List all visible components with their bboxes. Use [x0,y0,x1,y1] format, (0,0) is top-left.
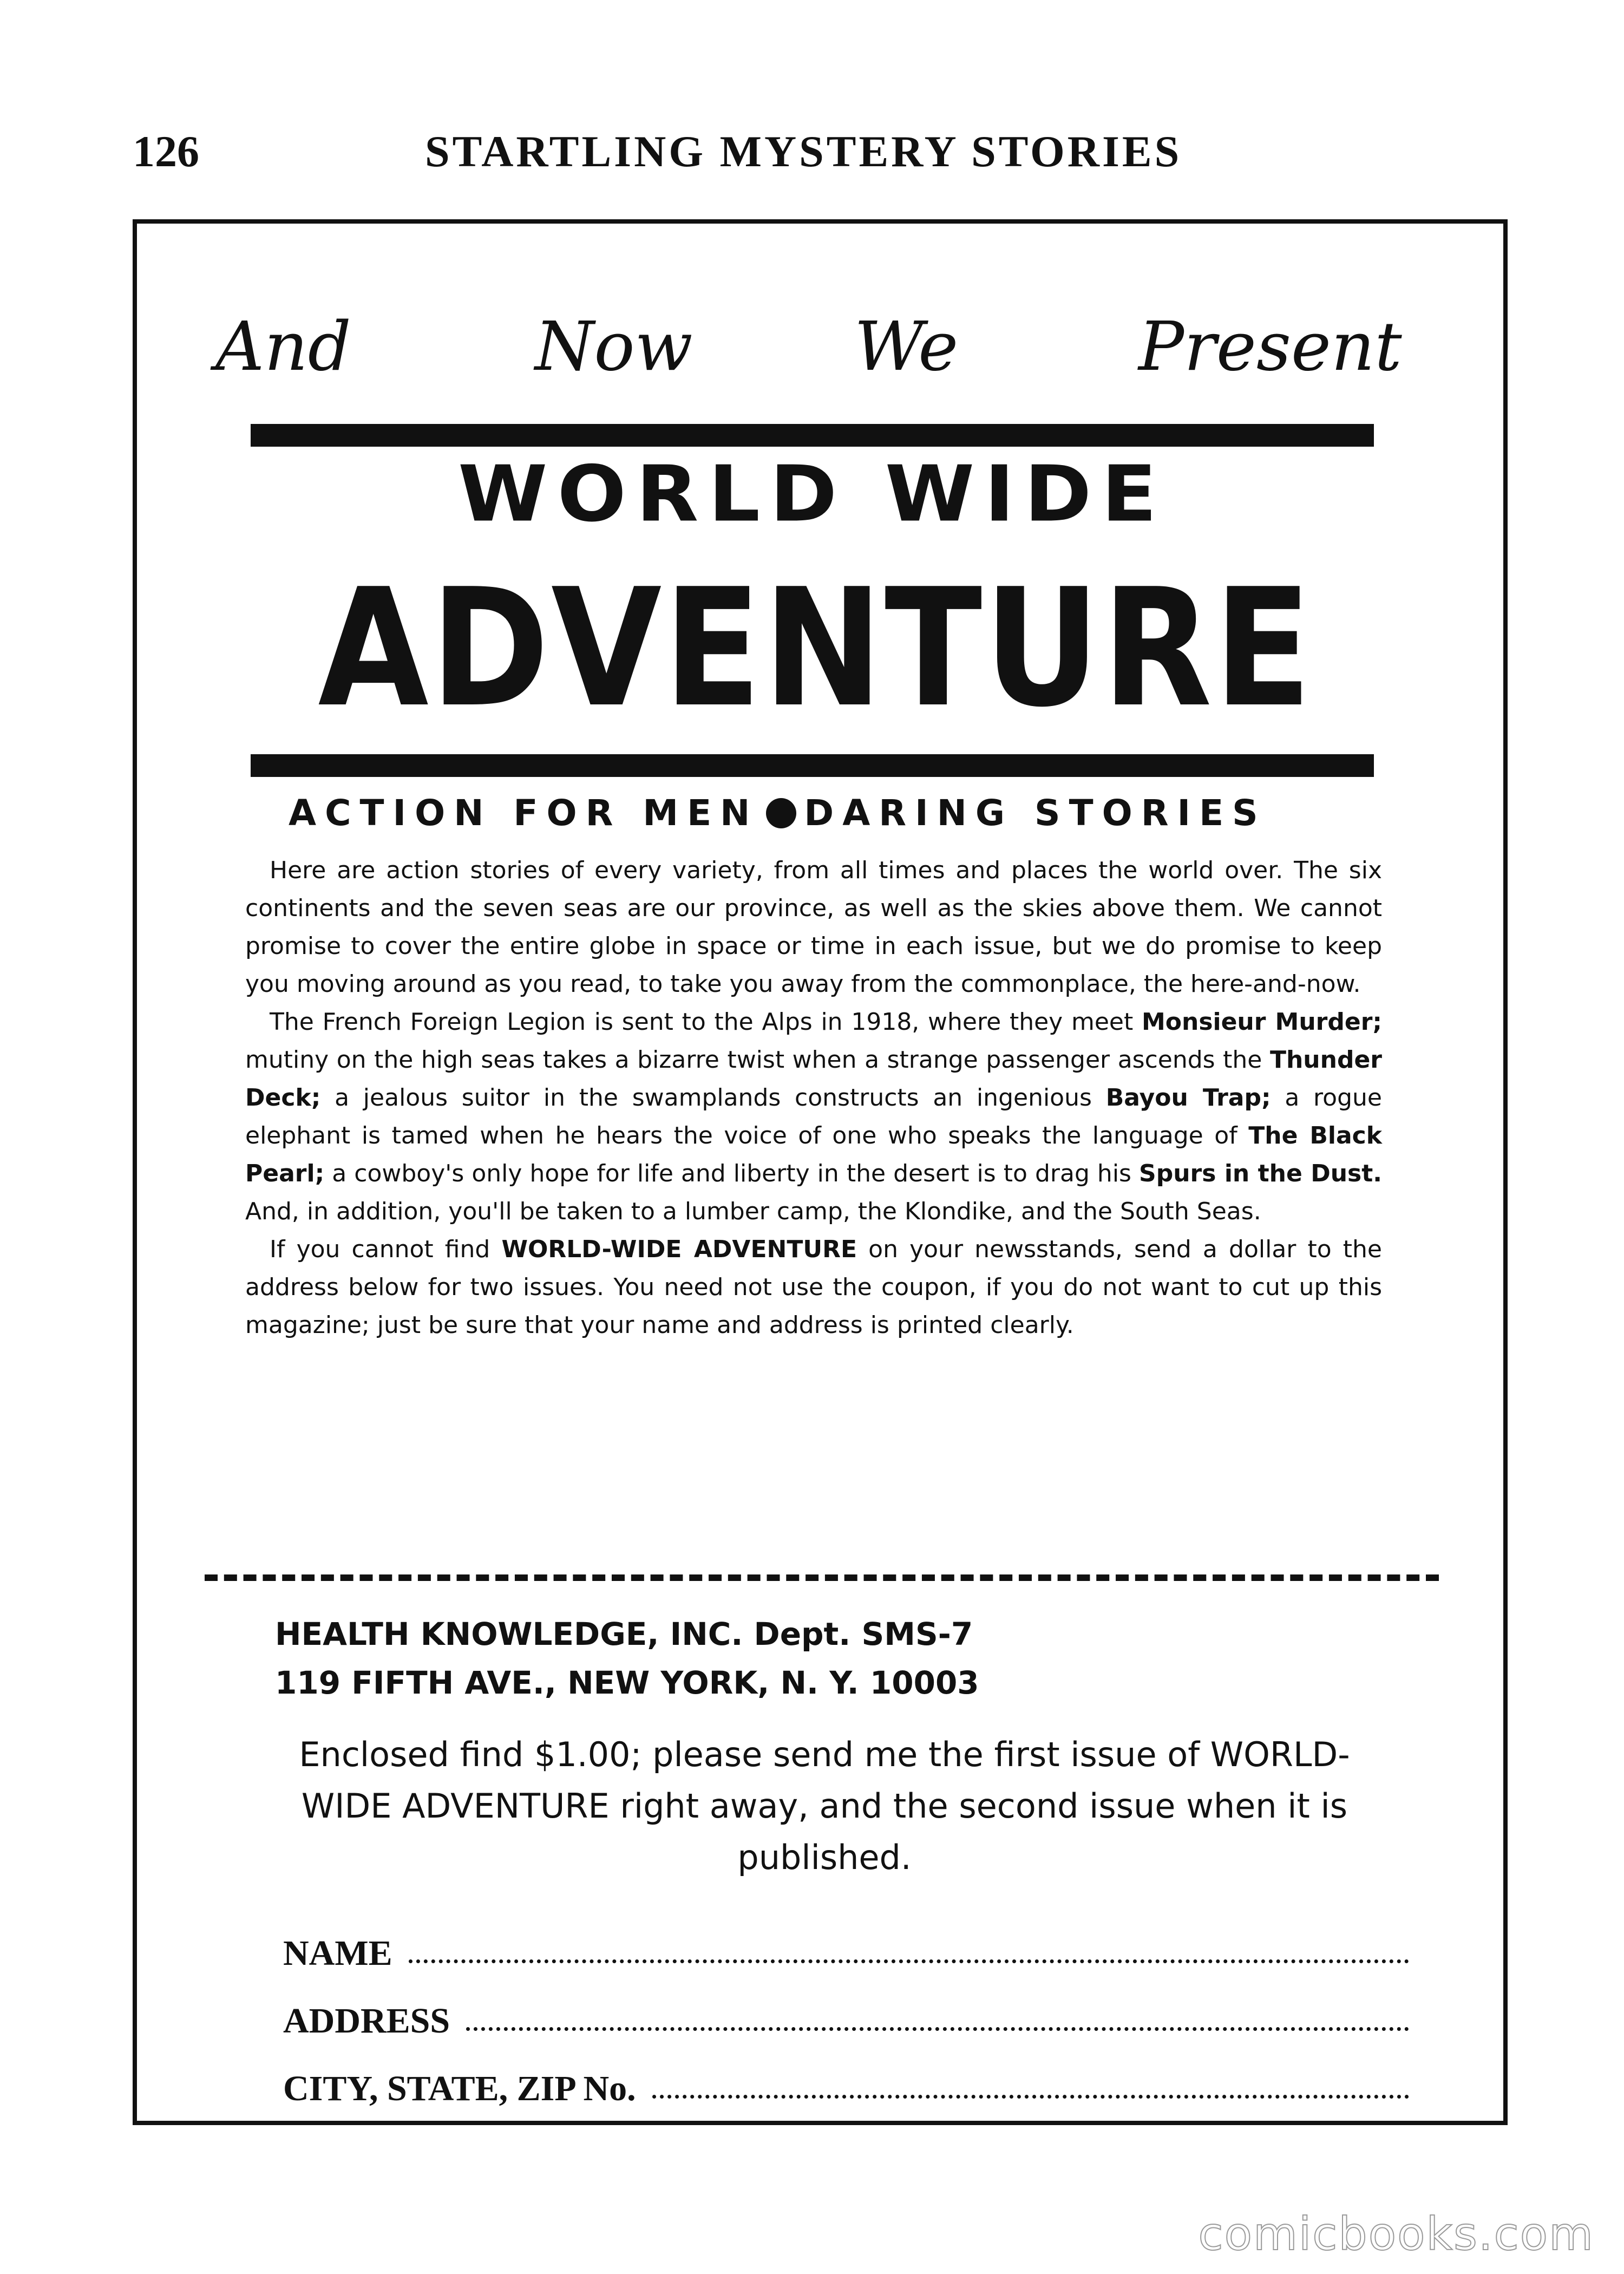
paragraph-text: mutiny on the high seas takes a bizarre twist when a strange passenger ascends the [245,1046,1270,1074]
page-number: 126 [133,127,199,176]
address-label: ADDRESS [283,2001,450,2041]
tagline [289,779,1339,844]
tagline-left: ACTION FOR MEN [289,792,759,834]
magazine-name-mention: WORLD-WIDE ADVENTURE [501,1236,857,1263]
body-paragraph [245,1003,1382,1231]
paragraph-text: a cowboy's only hope for life and liberty in the desert is to drag his [324,1160,1140,1187]
headline-word-3: We [854,308,959,386]
address-field[interactable] [466,2027,1409,2031]
logo-world-wide: WORLD WIDE [457,449,1167,539]
name-field[interactable] [409,1959,1409,1963]
city-state-zip-field[interactable] [652,2095,1409,2099]
paragraph-text: a rogue elephant is tamed when he hears the voice of one who speaks the language of [245,1084,1382,1149]
watermark: comicbooks.com [1198,2207,1594,2260]
paragraph-text: a jealous suitor in the swamplands constructs an ingenious [320,1084,1106,1112]
tagline-right: DARING STORIES [804,792,1267,834]
story-title: Spurs in the Dust. [1139,1160,1382,1187]
advertisement-frame [133,219,1508,2125]
body-paragraph [245,1231,1382,1344]
headline-word-2: Now [535,308,693,386]
paragraph-text: The French Foreign Legion is sent to the Alps in 1918, where they meet [270,1008,1142,1036]
address-row [283,1975,1409,2043]
running-head [133,125,1513,184]
street-line: 119 FIFTH AVE., NEW YORK, N. Y. 10003 [275,1664,979,1701]
paragraph-text: on your newsstands, send a dollar to the address below for two issues. You need not use the coupon, if you do not want to cut up this magazine; just be sure that your name and address is printed clearly. [245,1236,1382,1339]
city-state-zip-row [283,2043,1409,2110]
name-label: NAME [283,1933,392,1973]
paragraph-text: Here are action stories of every variety, from all times and places the world over. The six continents and the seven seas are our province, as well as the skies above them. We cannot promise to cover the entire globe in space or time in each issue, but we do promise to keep you moving around as you read, to take you away from the commonplace, the here-and-now. [245,857,1382,998]
story-title: Monsieur Murder; [1141,1008,1382,1036]
company-line: HEALTH KNOWLEDGE, INC. Dept. SMS-7 [275,1616,973,1652]
magazine-title: STARTLING MYSTERY STORIES [425,127,1182,176]
body-copy [245,852,1382,1344]
headline-word-1: And [215,308,351,386]
mailing-address [275,1610,1304,1707]
logo-adventure: ADVENTURE [318,554,1314,743]
paragraph-text: And, in addition, you'll be taken to a lumber camp, the Klondike, and the South Seas. [245,1198,1261,1225]
story-title: Bayou Trap; [1105,1084,1271,1112]
story-title: Thunder Deck; [245,1046,1382,1112]
coupon-order-text: Enclosed find $1.00; please send me the first issue of WORLD-WIDE ADVENTURE right away, and the second issue when it is published. [299,1735,1350,1877]
city-state-zip-label: CITY, STATE, ZIP No. [283,2069,636,2108]
body-paragraph [245,852,1382,1003]
headline [215,275,1433,400]
name-row [283,1907,1409,1975]
coupon-form [283,1907,1409,2110]
bullet-dot-icon [766,798,796,828]
coupon-cut-line [205,1574,1439,1581]
logo-top-rule [251,424,1374,447]
story-title: The Black Pearl; [245,1122,1382,1187]
logo-bottom-rule [251,754,1374,777]
paragraph-text: If you cannot find [270,1236,502,1263]
headline-word-4: Present [1138,308,1402,386]
